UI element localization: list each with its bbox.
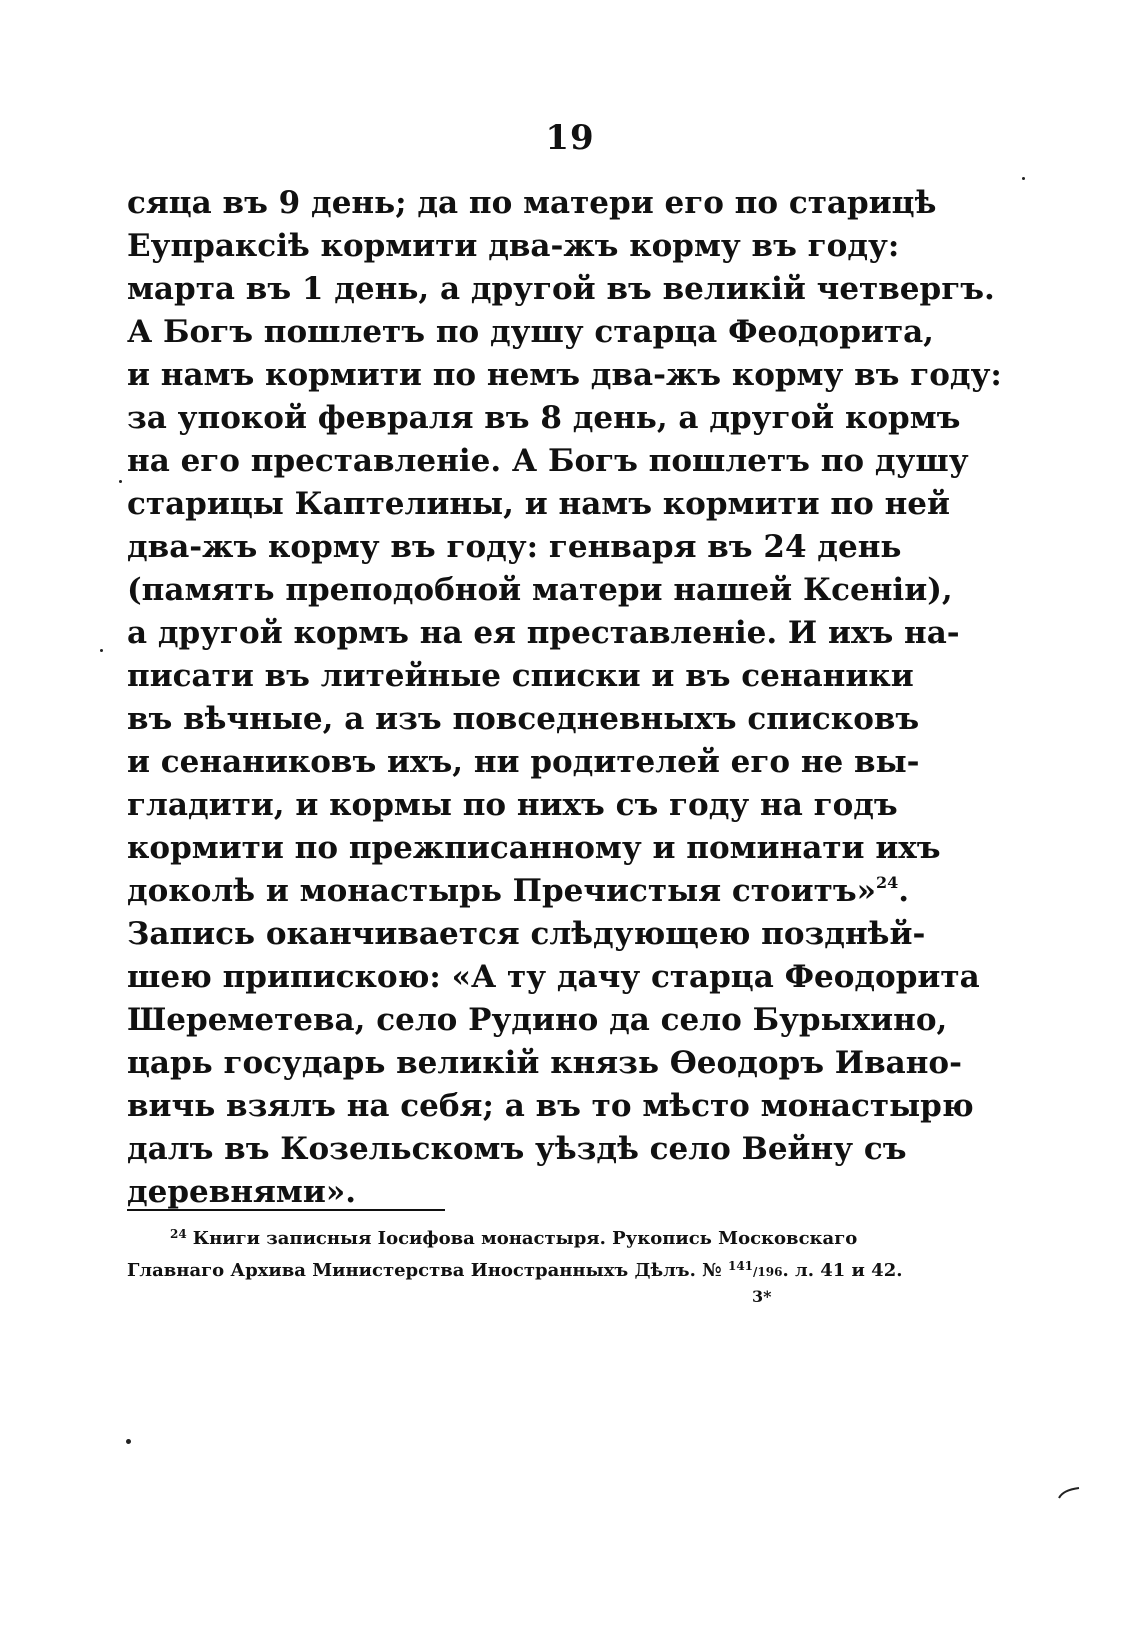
text-line: въ вѣчные, а изъ повседневныхъ списковъ: [127, 701, 920, 737]
text-line: сяца въ 9 день; да по матери его по старицѣ: [127, 185, 937, 221]
text-line: писати въ литейные списки и въ сенаники: [127, 658, 914, 694]
footnote-text: Книги записныя Іосифова монастыря. Рукопись Московскаго: [192, 1228, 858, 1249]
text-line: А Богъ пошлетъ по душу старца Феодорита,: [127, 314, 934, 350]
footnote-reference-tail: .: [898, 873, 910, 909]
text-line-content: доколѣ и монастырь Пречистыя стоитъ»: [127, 873, 877, 909]
text-line: царь государь великій князь Өеодоръ Ивано-: [127, 1045, 962, 1081]
footnote-text: Главнаго Архива Министерства Иностранныхъ Дѣлъ. №: [127, 1260, 722, 1281]
text-line: вичь взялъ на себя; а въ то мѣсто монастырю: [127, 1088, 974, 1124]
text-line: Шереметева, село Рудино да село Бурыхино,: [127, 1002, 948, 1038]
body-text: [127, 182, 1002, 1214]
footnote-marker: 24: [170, 1227, 187, 1241]
printer-signature: 3*: [752, 1287, 772, 1306]
footnote-fraction-numerator: 141: [727, 1259, 754, 1273]
text-line: кормити по прежписанному и поминати ихъ: [127, 830, 941, 866]
text-line: шею припискою: «А ту дачу старца Феодорита: [127, 959, 980, 995]
scan-speck: [100, 649, 103, 652]
text-line: два-жъ корму въ году: генваря въ 24 день: [127, 529, 902, 565]
text-line: за упокой февраля въ 8 день, а другой кормъ: [127, 400, 961, 436]
scan-speck: [1022, 177, 1025, 180]
footnote-reference[interactable]: 24: [876, 873, 899, 892]
text-line: старицы Каптелины, и намъ кормити по ней: [127, 486, 950, 522]
footnote-fraction-denominator: /196: [753, 1265, 783, 1279]
footnote-text-end: . л. 41 и 42.: [782, 1260, 903, 1281]
scan-scratch-mark: [1057, 1486, 1081, 1500]
text-line: а другой кормъ на ея преставленіе. И ихъ на-: [127, 615, 960, 651]
text-line: и сенаниковъ ихъ, ни родителей его не вы-: [127, 744, 920, 780]
footnote-line: [127, 1223, 858, 1255]
text-line: далъ въ Козельскомъ уѣздѣ село Вейну съ: [127, 1131, 907, 1167]
page-number: 19: [545, 118, 595, 158]
footnote-divider: [127, 1209, 445, 1211]
scan-speck: [126, 1439, 131, 1444]
text-line: марта въ 1 день, а другой въ великій четвергъ.: [127, 271, 995, 307]
text-line: (память преподобной матери нашей Ксеніи),: [127, 572, 953, 608]
footnotes: [127, 1223, 903, 1287]
text-line: и намъ кормити по немъ два-жъ корму въ году:: [127, 357, 1002, 393]
text-line: на его преставленіе. А Богъ пошлетъ по душу: [127, 443, 969, 479]
text-line-with-footnote: [127, 870, 910, 913]
footnote-line: [127, 1255, 903, 1287]
text-line: Еупраксіѣ кормити два-жъ корму въ году:: [127, 228, 900, 264]
scan-speck: [119, 480, 122, 483]
text-line: гладити, и кормы по нихъ съ году на годъ: [127, 787, 898, 823]
text-line: Запись оканчивается слѣдующею позднѣй-: [127, 916, 926, 952]
text-line: деревнями».: [127, 1174, 357, 1210]
